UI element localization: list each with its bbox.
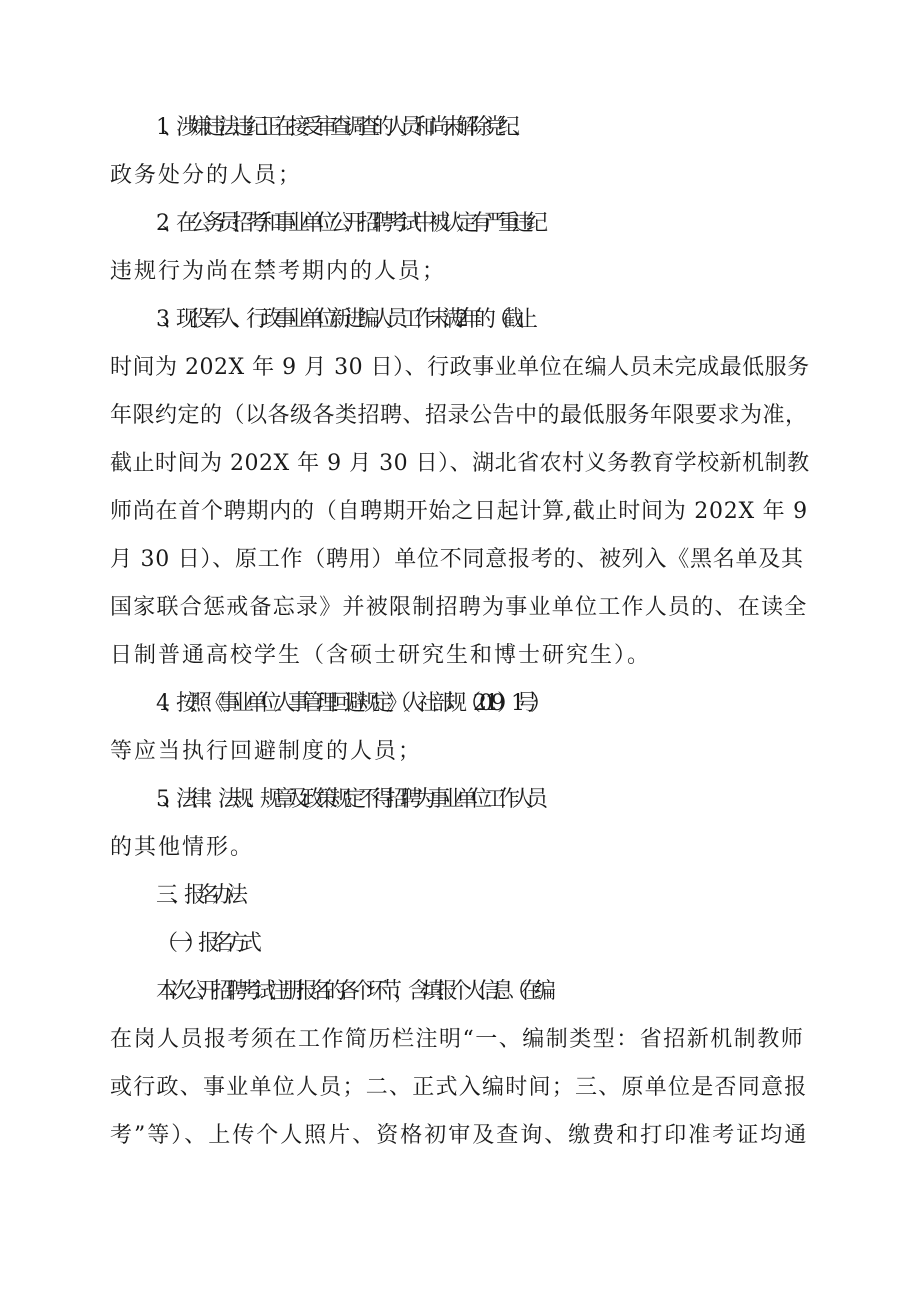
text-line: 师尚在首个聘期内的（自聘期开始之日起计算,截止时间为 202X 年 9 xyxy=(110,499,808,524)
text-line: 政务处分的人员； xyxy=(110,163,303,188)
paragraph-item-3 xyxy=(110,296,810,680)
text-line: 3、现役军人、行政事业单位新进编人员工作未满 2 年的（截止 xyxy=(156,307,530,332)
text-line: 考”等）、上传个人照片、资格初审及查询、缴费和打印准考证均通 xyxy=(110,1123,809,1148)
paragraph-item-5 xyxy=(110,776,810,872)
text-line: 月 30 日）、原工作（聘用）单位不同意报考的、被列入《黑名单及其 xyxy=(110,547,804,572)
text-line: 2、在公务员招考和事业单位公开招聘考试中被认定有严重违纪 xyxy=(156,211,540,236)
paragraph-item-2 xyxy=(110,200,810,296)
text-line: 国家联合惩戒备忘录》并被限制招聘为事业单位工作人员的、在读全 xyxy=(110,595,808,620)
text-line: 三、报名办法 xyxy=(156,883,241,908)
text-line: 1、涉嫌违法违纪正在接受审查调查的人员和尚未解除党纪、 xyxy=(156,115,526,140)
text-line: （一）报名方式 xyxy=(156,931,255,956)
text-line: 年限约定的（以各级各类招聘、招录公告中的最低服务年限要求为准， xyxy=(110,403,808,428)
text-line: 时间为 202X 年 9 月 30 日）、行政事业单位在编人员未完成最低服务 xyxy=(110,355,810,380)
text-line: 或行政、事业单位人员；二、正式入编时间；三、原单位是否同意报 xyxy=(110,1075,808,1100)
paragraph-item-4 xyxy=(110,680,810,776)
subsection-heading xyxy=(110,920,810,968)
text-line: 在岗人员报考须在工作简历栏注明“一、编制类型：省招新机制教师 xyxy=(110,1027,805,1052)
text-line: 等应当执行回避制度的人员； xyxy=(110,739,423,764)
text-line: 4、按照《事业单位人事管理回避规定》（人社部规（2019）1 号） xyxy=(156,691,544,716)
text-line: 日制普通高校学生（含硕士研究生和博士研究生）。 xyxy=(110,643,652,668)
section-heading xyxy=(110,872,810,920)
paragraph-registration xyxy=(110,968,810,1160)
text-line: 的其他情形。 xyxy=(110,835,255,860)
document-body xyxy=(110,104,810,1160)
text-line: 本次公开招聘考试注册报名的各个环节，含填报个人信息（在编 xyxy=(156,979,549,1004)
text-line: 违规行为尚在禁考期内的人员； xyxy=(110,259,447,284)
text-line: 5、法律、法规、规章及政策规定不得招聘为事业单位工作人员 xyxy=(156,787,540,812)
paragraph-item-1 xyxy=(110,104,810,200)
text-line: 截止时间为 202X 年 9 月 30 日）、湖北省农村义务教育学校新机制教 xyxy=(110,451,810,476)
